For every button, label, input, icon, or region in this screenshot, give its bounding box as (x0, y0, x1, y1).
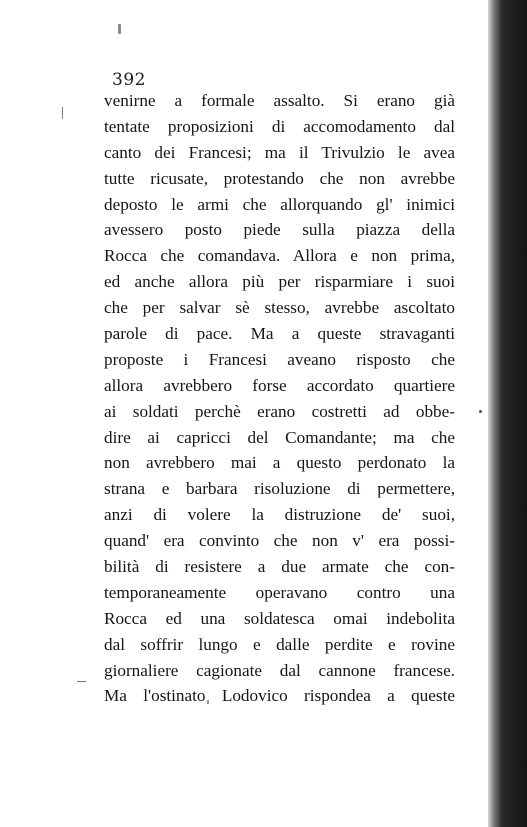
text-line: bilità di resistere a due armate che con- (104, 557, 455, 577)
text-line: proposte i Francesi aveano risposto che (104, 349, 455, 369)
ink-speck (62, 107, 63, 119)
book-gutter-edge (488, 0, 527, 827)
text-line: temporaneamente operavano contro una (104, 582, 455, 602)
text-line: deposto le armi che allorquando gl' inimici (104, 194, 455, 214)
text-line: venirne a formale assalto. Si erano già (104, 91, 455, 110)
text-line: anzi di volere la distruzione de' suoi, (104, 505, 455, 525)
text-line: dire ai capricci del Comandante; ma che (104, 427, 455, 447)
text-line: ai soldati perchè erano costretti ad obbe- (104, 401, 455, 421)
text-line: strana e barbara risoluzione di permettere, (104, 479, 455, 499)
text-line: quand' era convinto che non v' era possi- (104, 531, 455, 551)
text-line: canto dei Francesi; ma il Trivulzio le avea (104, 142, 455, 162)
body-text (104, 88, 455, 709)
text-line: Rocca che comandava. Allora e non prima, (104, 246, 455, 266)
text-line: giornaliere cagionate dal cannone francese. (104, 660, 455, 680)
ink-speck (118, 24, 121, 34)
ink-speck (77, 681, 86, 682)
text-line: allora avrebbero forse accordato quartiere (104, 375, 455, 395)
text-line: tentate proposizioni di accomodamento dal (104, 116, 455, 136)
text-line: dal soffrir lungo e dalle perdite e rovine (104, 634, 455, 654)
text-line: Rocca ed una soldatesca omai indebolita (104, 608, 455, 628)
text-line: che per salvar sè stesso, avrebbe ascoltato (104, 298, 455, 318)
text-line: Ma l'ostinato Lodovico rispondea a queste (104, 686, 455, 706)
text-line: ed anche allora più per risparmiare i suoi (104, 272, 455, 292)
text-line: avessero posto piede sulla piazza della (104, 220, 455, 240)
text-line: parole di pace. Ma a queste stravaganti (104, 324, 455, 344)
text-line: tutte ricusate, protestando che non avrebbe (104, 168, 455, 188)
page-number: 392 (112, 70, 146, 90)
ink-speck (479, 410, 482, 413)
text-line: non avrebbero mai a questo perdonato la (104, 453, 455, 473)
